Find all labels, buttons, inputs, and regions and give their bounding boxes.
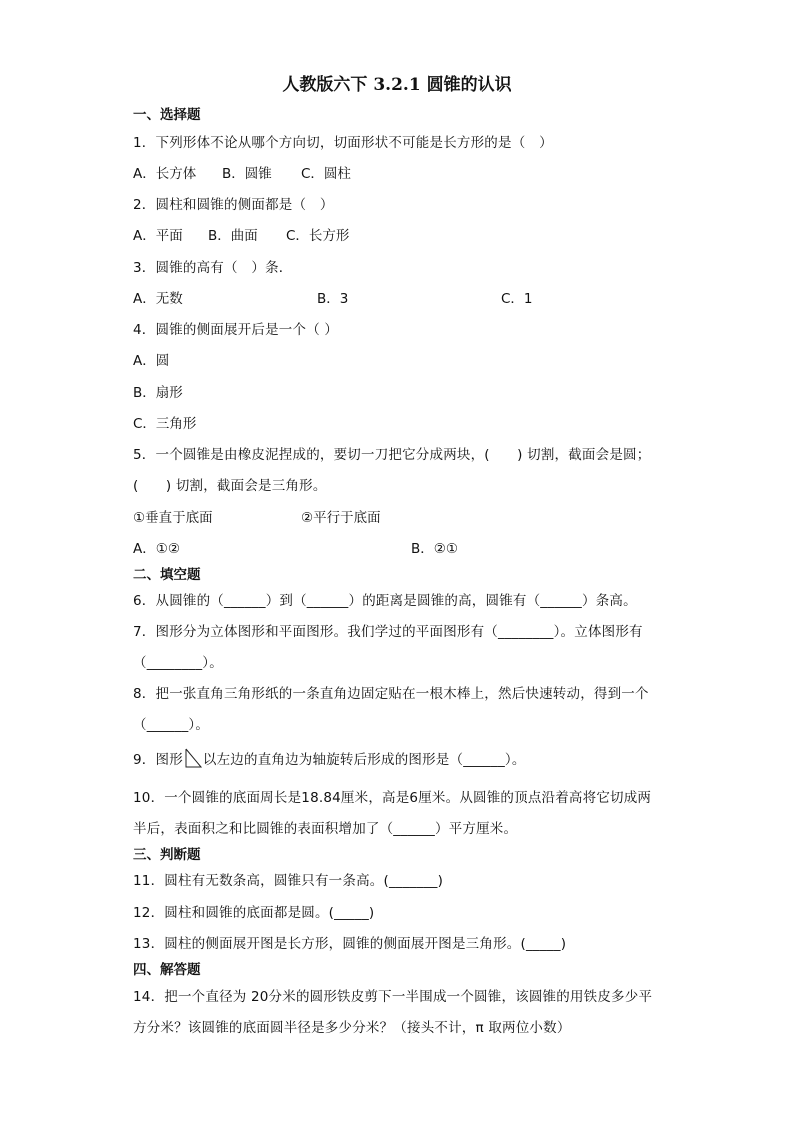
question-5-choice-2: ②平行于底面 (301, 510, 381, 526)
question-3-stem: 3．圆锥的高有（ ）条． (133, 260, 293, 276)
question-2-stem: 2．圆柱和圆锥的侧面都是（ ） (133, 197, 334, 213)
question-1-option-b: B．圆锥 (222, 166, 272, 182)
question-3-option-c: C．1 (501, 291, 533, 307)
question-5-stem-line-2: ( ) 切割，截面会是三角形。 (133, 478, 327, 494)
question-12-stem: 12．圆柱和圆锥的底面都是圆。(_____) (133, 905, 375, 921)
question-9-stem (133, 748, 526, 768)
question-8-line-1: 8．把一张直角三角形纸的一条直角边固定贴在一根木棒上，然后快速转动，得到一个 (133, 686, 649, 702)
question-3-option-b: B．3 (317, 291, 349, 307)
question-10-line-2: 半后，表面积之和比圆锥的表面积增加了（______）平方厘米。 (133, 821, 518, 837)
question-7-line-2: （________）。 (133, 655, 223, 671)
question-4-option-c: C．三角形 (133, 416, 197, 432)
question-5-option-b: B．②① (411, 541, 458, 557)
question-14-line-1: 14．把一个直径为 20分米的圆形铁皮剪下一半围成一个圆锥，该圆锥的用铁皮多少平 (133, 989, 653, 1005)
right-triangle-icon (184, 748, 202, 768)
question-13-stem: 13．圆柱的侧面展开图是长方形，圆锥的侧面展开图是三角形。(_____) (133, 936, 567, 952)
question-1-stem: 1．下列形体不论从哪个方向切，切面形状不可能是长方形的是（ ） (133, 135, 553, 151)
question-11-stem: 11．圆柱有无数条高，圆锥只有一条高。(_______) (133, 873, 444, 889)
section-heading-choice: 一、选择题 (133, 107, 201, 123)
question-5-stem-line-1: 5．一个圆锥是由橡皮泥捏成的，要切一刀把它分成两块，( ) 切割，截面会是圆； (133, 447, 651, 463)
section-heading-fill: 二、填空题 (133, 567, 201, 583)
question-4-option-a: A．圆 (133, 353, 170, 369)
question-5-choice-1: ①垂直于底面 (133, 510, 213, 526)
question-3-option-a: A．无数 (133, 291, 183, 307)
question-6-stem: 6．从圆锥的（______）到（______）的距离是圆锥的高，圆锥有（______）条高。 (133, 593, 637, 609)
page-title: 人教版六下 3.2.1 圆锥的认识 (282, 75, 512, 95)
question-2-option-a: A．平面 (133, 228, 183, 244)
question-4-stem: 4．圆锥的侧面展开后是一个（ ） (133, 322, 339, 338)
question-14-line-2: 方分米？该圆锥的底面圆半径是多少分米？（接头不计，π 取两位小数） (133, 1020, 571, 1036)
question-5-option-a: A．①② (133, 541, 180, 557)
question-4-option-b: B．扇形 (133, 385, 183, 401)
section-heading-judge: 三、判断题 (133, 847, 201, 863)
question-2-option-b: B．曲面 (208, 228, 258, 244)
question-2-option-c: C．长方形 (286, 228, 350, 244)
question-8-line-2: （______）。 (133, 717, 210, 733)
question-10-line-1: 10．一个圆锥的底面周长是18.84厘米，高是6厘米。从圆锥的顶点沿着高将它切成两 (133, 790, 652, 806)
question-1-option-a: A．长方体 (133, 166, 197, 182)
question-7-line-1: 7．图形分为立体图形和平面图形。我们学过的平面图形有（________）。立体图形有 (133, 624, 643, 640)
question-9-text-after: 以左边的直角边为轴旋转后形成的图形是（______）。 (202, 752, 526, 768)
question-9-text-before: 9．图形 (133, 752, 183, 768)
section-heading-solve: 四、解答题 (133, 962, 201, 978)
question-1-option-c: C．圆柱 (301, 166, 351, 182)
